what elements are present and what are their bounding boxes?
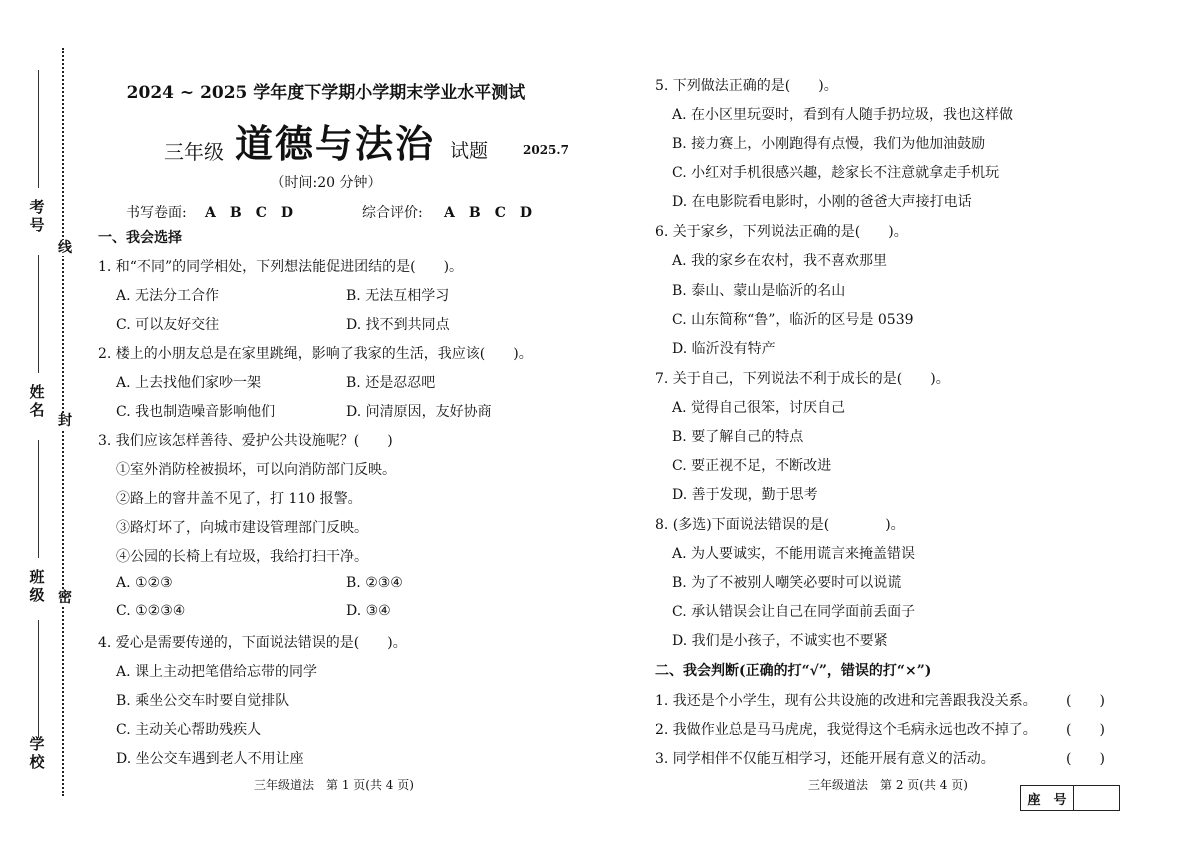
- q3-stem: 3. 我们应该怎样善待、爱护公共设施呢？( ): [98, 433, 393, 449]
- q1-stem: 1. 和“不同”的同学相处，下列想法能促进团结的是( )。: [98, 259, 464, 275]
- q6-stem: 6. 关于家乡，下列说法正确的是( )。: [655, 224, 908, 240]
- q1-option-d: D. 找不到共同点: [346, 317, 450, 333]
- q8-option-a: A. 为人要诚实，不能用谎言来掩盖错误: [672, 546, 916, 562]
- q3-option-d: D. ③④: [346, 603, 391, 619]
- q6-option-a: A. 我的家乡在农村，我不喜欢那里: [672, 253, 888, 269]
- q2-stem: 2. 楼上的小朋友总是在家里跳绳，影响了我家的生活，我应该( )。: [98, 346, 533, 362]
- time-limit: （时间:20 分钟）: [270, 175, 382, 191]
- class-field-line: [38, 440, 39, 558]
- class-label: 班级: [29, 568, 45, 604]
- q7-option-a: A. 觉得自己很笨，讨厌自己: [672, 400, 846, 416]
- judge-item-1: 1. 我还是个小学生，现有公共设施的改进和完善跟我没关系。: [655, 693, 1037, 709]
- q3-statement-4: ④公园的长椅上有垃圾，我给打扫干净。: [116, 549, 368, 565]
- q8-option-d: D. 我们是小孩子，不诚实也不要紧: [672, 633, 888, 649]
- q2-option-b: B. 还是忍忍吧: [346, 375, 436, 391]
- school-field-line: [38, 620, 39, 738]
- writing-grades: A B C D: [205, 205, 293, 221]
- exam-date: 2025.7: [523, 143, 569, 157]
- q2-option-a: A. 上去找他们家吵一架: [116, 375, 262, 391]
- q1-option-b: B. 无法互相学习: [346, 288, 450, 304]
- q4-option-b: B. 乘坐公交车时要自觉排队: [116, 693, 290, 709]
- q5-option-a: A. 在小区里玩耍时，看到有人随手扔垃圾，我也这样做: [672, 107, 1014, 123]
- section2-title: 二、我会判断(正确的打“√”，错误的打“×”): [655, 663, 932, 679]
- q4-option-d: D. 坐公交车遇到老人不用让座: [116, 751, 304, 767]
- school-label: 学校: [29, 735, 45, 771]
- q3-option-c: C. ①②③④: [116, 603, 186, 619]
- q3-statement-1: ①室外消防栓被损坏，可以向消防部门反映。: [116, 462, 396, 478]
- q5-option-b: B. 接力赛上，小刚跑得有点慢，我们为他加油鼓励: [672, 136, 986, 152]
- q4-option-a: A. 课上主动把笔借给忘带的同学: [116, 664, 318, 680]
- q7-option-d: D. 善于发现，勤于思考: [672, 487, 818, 503]
- judge-item-3: 3. 同学相伴不仅能互相学习，还能开展有意义的活动。: [655, 751, 995, 767]
- q8-option-c: C. 承认错误会让自己在同学面前丢面子: [672, 604, 916, 620]
- q2-option-c: C. 我也制造噪音影响他们: [116, 404, 276, 420]
- judge-answer-blank-3: ( ): [1066, 751, 1105, 767]
- judge-answer-blank-1: ( ): [1066, 693, 1105, 709]
- q5-option-c: C. 小红对手机很感兴趣，趁家长不注意就拿走手机玩: [672, 165, 1000, 181]
- writing-label: 书写卷面:: [126, 205, 187, 221]
- seat-number-label: 座 号: [1021, 786, 1074, 810]
- q3-option-a: A. ①②③: [116, 575, 173, 591]
- q8-stem: 8. (多选)下面说法错误的是( )。: [655, 517, 905, 533]
- exam-number-label: 考号: [29, 198, 45, 234]
- binding-mark-secret: 密: [58, 590, 72, 606]
- q5-stem: 5. 下列做法正确的是( )。: [655, 78, 838, 94]
- exam-number-field-line: [38, 70, 39, 188]
- judge-answer-blank-2: ( ): [1066, 722, 1105, 738]
- name-label: 姓名: [29, 383, 45, 419]
- name-field-line: [38, 255, 39, 373]
- page1-footer: 三年级道法 第 1 页(共 4 页): [254, 778, 414, 792]
- q6-option-b: B. 泰山、蒙山是临沂的名山: [672, 283, 846, 299]
- seat-number-box: [1020, 785, 1120, 811]
- page2-footer: 三年级道法 第 2 页(共 4 页): [808, 778, 968, 792]
- section1-title: 一、我会选择: [98, 230, 182, 246]
- overall-label: 综合评价:: [362, 205, 423, 221]
- seat-number-blank: [1074, 786, 1119, 810]
- q4-stem: 4. 爱心是需要传递的，下面说法错误的是( )。: [98, 635, 407, 651]
- grade-label: 三年级: [164, 140, 224, 164]
- q7-stem: 7. 关于自己，下列说法不利于成长的是( )。: [655, 371, 950, 387]
- binding-mark-seal: 封: [58, 413, 72, 429]
- q2-option-d: D. 问清原因，友好协商: [346, 404, 492, 420]
- judge-item-2: 2. 我做作业总是马马虎虎，我觉得这个毛病永远也改不掉了。: [655, 722, 1037, 738]
- q5-option-d: D. 在电影院看电影时，小刚的爸爸大声接打电话: [672, 194, 972, 210]
- subject-suffix: 试题: [450, 140, 489, 162]
- q1-option-c: C. 可以友好交往: [116, 317, 220, 333]
- overall-grades: A B C D: [444, 205, 532, 221]
- q1-option-a: A. 无法分工合作: [116, 288, 220, 304]
- q6-option-d: D. 临沂没有特产: [672, 341, 776, 357]
- q7-option-b: B. 要了解自己的特点: [672, 429, 804, 445]
- q3-option-b: B. ②③④: [346, 575, 403, 591]
- q7-option-c: C. 要正视不足，不断改进: [672, 458, 832, 474]
- q3-statement-2: ②路上的窨井盖不见了，打 110 报警。: [116, 491, 362, 507]
- q8-option-b: B. 为了不被别人嘲笑必要时可以说谎: [672, 575, 902, 591]
- q6-option-c: C. 山东简称“鲁”，临沂的区号是 0539: [672, 312, 914, 328]
- subject-title: 道德与法治: [235, 122, 436, 166]
- q4-option-c: C. 主动关心帮助残疾人: [116, 722, 262, 738]
- q3-statement-3: ③路灯坏了，向城市建设管理部门反映。: [116, 520, 368, 536]
- exam-title: 2024 ~ 2025 学年度下学期小学期末学业水平测试: [126, 83, 526, 103]
- binding-mark-line: 线: [58, 240, 72, 256]
